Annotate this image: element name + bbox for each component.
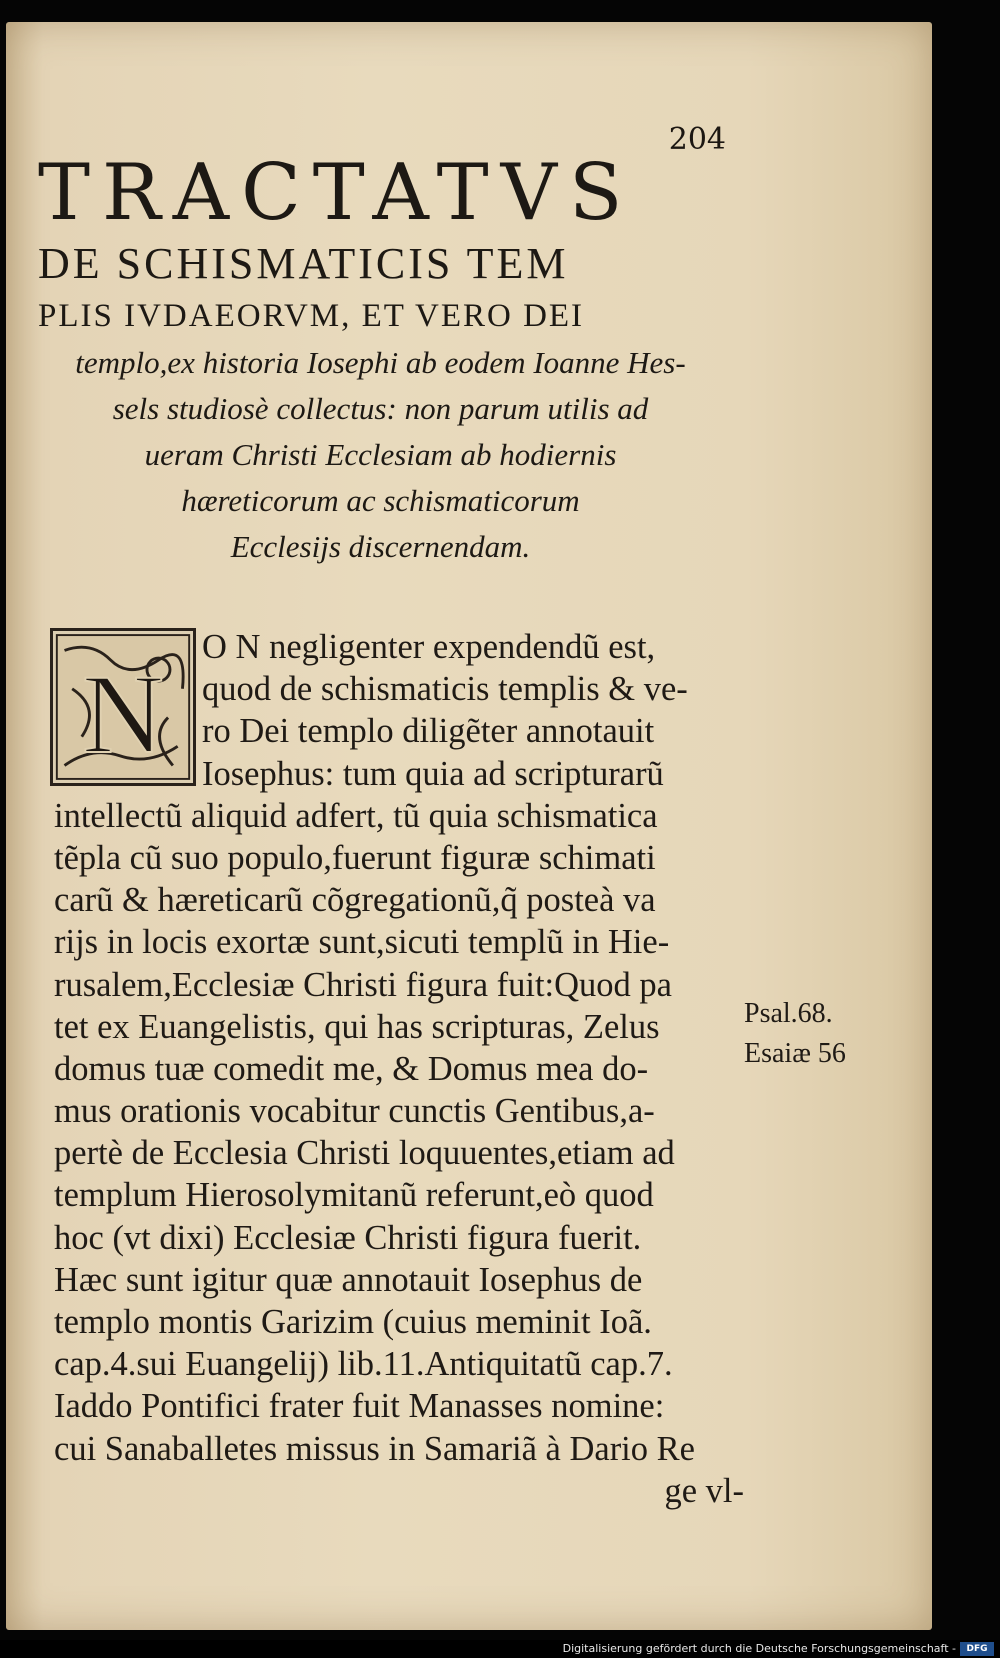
body-line: hoc (vt dixi) Ecclesiæ Christi figura fuerit. xyxy=(54,1218,642,1257)
body-line: Hæc sunt igitur quæ annotauit Iosephus de xyxy=(54,1260,643,1299)
margin-note: Esaiæ 56 xyxy=(744,1038,846,1069)
body-line: rusalem,Ecclesiæ Christi figura fuit:Quod pa xyxy=(54,965,672,1004)
body-line: domus tuæ comedit me, & Domus mea do- xyxy=(54,1049,649,1088)
body-line: tẽpla cũ suo populo,fuerunt figuræ schimati xyxy=(54,838,656,877)
dfg-logo: DFG xyxy=(960,1642,994,1656)
title-italic-line-4: hæreticorum ac schismaticorum xyxy=(181,483,580,518)
title-line-1: DE SCHISMATICIS TEM xyxy=(38,239,569,288)
body-line: intellectũ aliquid adfert, tũ quia schismatica xyxy=(54,796,658,835)
margin-note: Psal.68. xyxy=(744,998,833,1029)
title-italic-line-1: templo,ex historia Iosephi ab eodem Ioanne Hes- xyxy=(75,345,686,380)
body-line: templum Hierosolymitanũ referunt,eò quod xyxy=(54,1176,654,1215)
body-line: mus orationis vocabitur cunctis Gentibus,a- xyxy=(54,1092,655,1131)
title-italic-line-2: sels studiosè collectus: non parum utilis ad xyxy=(112,391,649,426)
title-main: TRACTATVS xyxy=(38,148,635,238)
title-block xyxy=(38,150,723,570)
body-line: pertè de Ecclesia Christi loquuentes,etiam ad xyxy=(54,1134,675,1173)
body-line: cui Sanaballetes missus in Samariã à Dario Re xyxy=(54,1429,695,1468)
body-line: templo montis Garizim (cuius meminit Ioã. xyxy=(54,1303,652,1341)
title-italic-line-3: ueram Christi Ecclesiam ab hodiernis xyxy=(144,437,617,472)
body-line: Iosephus: tum quia ad scripturarũ xyxy=(202,754,664,793)
body-line: ro Dei templo diligẽter annotauit xyxy=(202,712,655,751)
margin-notes xyxy=(744,994,864,1074)
body-line: Iaddo Pontifici frater fuit Manasses nomine: xyxy=(54,1387,665,1426)
decorated-initial-letter: N xyxy=(82,652,164,778)
body-text xyxy=(54,626,744,1512)
page-number: 204 xyxy=(668,122,726,157)
body-line: cap.4.sui Euangelij) lib.11.Antiquitatũ cap.7. xyxy=(54,1345,673,1384)
body-line: quod de schismaticis templis & ve- xyxy=(202,670,688,709)
footer-credit: Digitalisierung gefördert durch die Deutsche Forschungsgemeinschaft - xyxy=(562,1642,956,1655)
body-line: carũ & hæreticarũ cõgregationũ,q̃ posteà va xyxy=(54,881,656,920)
body-line: tet ex Euangelistis, qui has scripturas, Zelus xyxy=(54,1007,660,1046)
title-italic-line-5: Ecclesijs discernendam. xyxy=(230,529,531,564)
footer-bar xyxy=(0,1640,1000,1658)
title-line-2: PLIS IVDAEORVM, ET VERO DEI xyxy=(38,298,585,334)
book-page xyxy=(6,22,932,1630)
catchword: ge vl- xyxy=(664,1471,744,1510)
body-line: O N negligenter expendendũ est, xyxy=(202,628,656,666)
body-line: rijs in locis exortæ sunt,sicuti templũ in Hie- xyxy=(54,923,670,962)
